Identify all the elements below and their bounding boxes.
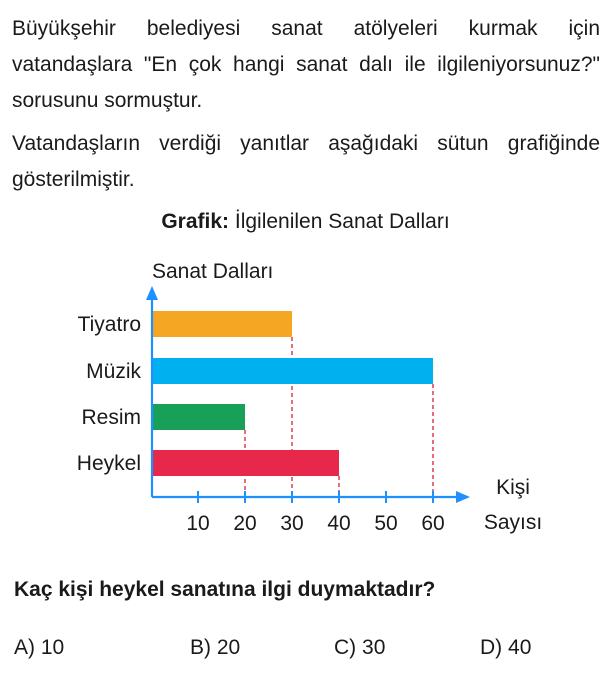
chart-title-text: İlgilenilen Sanat Dalları bbox=[234, 210, 450, 233]
bar-heykel bbox=[153, 450, 339, 476]
intro-paragraph: Büyükşehir belediyesi sanat atölyeleri kurmak için vatandaşlara "En çok hangi sanat dalı ile ilgileniyorsunuz?" sorusunu sormuştur. bbox=[12, 17, 600, 112]
question-text: Kaç kişi heykel sanatına ilgi duymaktadır? bbox=[14, 578, 436, 601]
category-label-müzik: Müzik bbox=[86, 360, 141, 383]
choice-b-letter: B) bbox=[190, 636, 211, 659]
x-tick-label-30: 30 bbox=[280, 512, 304, 535]
bar-müzik bbox=[153, 358, 433, 384]
choice-c-letter: C) bbox=[334, 636, 357, 659]
choice-d[interactable] bbox=[480, 636, 531, 660]
bar-tiyatro bbox=[153, 311, 292, 337]
y-axis-arrow-icon bbox=[146, 286, 158, 300]
x-axis-arrow-icon bbox=[456, 491, 470, 503]
choice-d-letter: D) bbox=[480, 636, 503, 659]
category-label-tiyatro: Tiyatro bbox=[77, 313, 141, 336]
category-label-heykel: Heykel bbox=[76, 452, 141, 475]
x-tick-label-40: 40 bbox=[327, 512, 351, 535]
bar-chart bbox=[0, 250, 611, 550]
choice-d-value: 40 bbox=[508, 636, 532, 659]
choice-c-value: 30 bbox=[362, 636, 386, 659]
bar-resim bbox=[153, 404, 245, 430]
x-tick-label-50: 50 bbox=[374, 512, 398, 535]
x-axis-title-line1: Kişi bbox=[496, 476, 530, 499]
choice-a-letter: A) bbox=[14, 636, 35, 659]
choice-a[interactable] bbox=[14, 636, 64, 660]
x-axis-title-line2: Sayısı bbox=[483, 511, 543, 534]
chart-title bbox=[0, 210, 611, 234]
x-tick-label-20: 20 bbox=[233, 512, 257, 535]
answer-choices bbox=[0, 636, 611, 666]
chart-title-prefix: Grafik: bbox=[161, 210, 230, 233]
choice-b-value: 20 bbox=[216, 636, 241, 659]
choice-c[interactable] bbox=[334, 636, 385, 660]
x-tick-label-60: 60 bbox=[421, 512, 445, 535]
chart-description-paragraph: Vatandaşların verdiği yanıtlar aşağıdaki sütun grafiğinde gösterilmiştir. bbox=[12, 132, 600, 191]
y-axis-title: Sanat Dalları bbox=[152, 260, 274, 283]
choice-a-value: 10 bbox=[40, 636, 65, 659]
choice-b[interactable] bbox=[190, 636, 240, 660]
category-label-resim: Resim bbox=[81, 406, 141, 429]
x-tick-label-10: 10 bbox=[186, 512, 210, 535]
